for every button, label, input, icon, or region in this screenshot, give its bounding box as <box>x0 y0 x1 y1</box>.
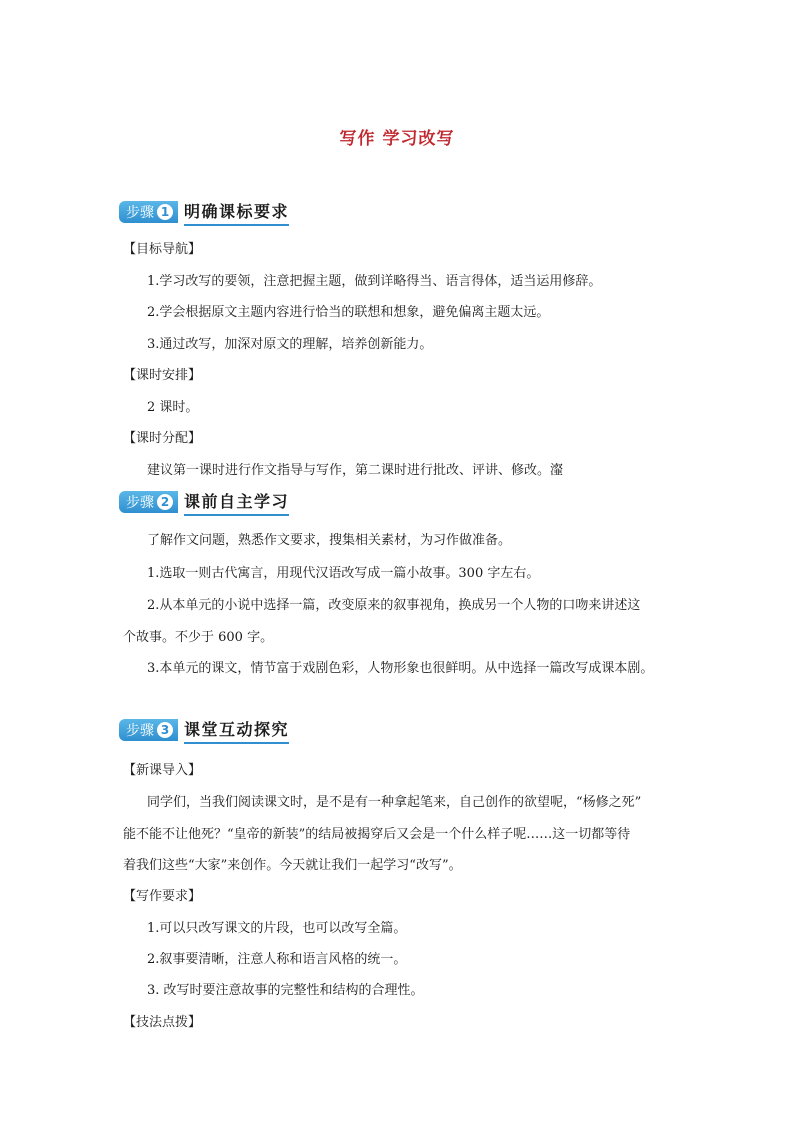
step-2-banner <box>119 489 289 515</box>
list-item-continued: 个故事。不少于 600 字。 <box>123 630 274 645</box>
list-item: 1.可以只改写课文的片段，也可以改写全篇。 <box>147 921 407 936</box>
step-badge <box>119 491 178 513</box>
section-heading: 【课时分配】 <box>123 431 202 446</box>
list-item: 3.通过改写，加深对原文的理解，培养创新能力。 <box>147 337 433 352</box>
section-heading: 【目标导航】 <box>123 242 202 257</box>
section-heading: 【写作要求】 <box>123 889 202 904</box>
step-title: 课前自主学习 <box>184 489 289 516</box>
step-label: 步骤 <box>126 723 154 739</box>
paragraph-continued: 能不能不让他死？“皇帝的新装”的结局被揭穿后又会是一个什么样子呢……这一切都等待 <box>123 827 631 842</box>
section-heading: 【新课导入】 <box>123 763 202 778</box>
list-item: 2.学会根据原文主题内容进行恰当的联想和想象，避免偏离主题太远。 <box>147 305 550 320</box>
paragraph: 了解作文问题，熟悉作文要求，搜集相关素材，为习作做准备。 <box>147 533 512 548</box>
page-title: 写作 学习改写 <box>339 129 455 149</box>
paragraph: 2 课时。 <box>147 400 199 415</box>
step-number: 1 <box>157 204 173 220</box>
list-item: 2.从本单元的小说中选择一篇，改变原来的叙事视角，换成另一个人物的口吻来讲述这 <box>147 598 641 613</box>
step-badge <box>119 719 178 741</box>
list-item: 3. 改写时要注意故事的完整性和结构的合理性。 <box>147 983 424 998</box>
paragraph: 建议第一课时进行作文指导与写作，第二课时进行批改、评讲、修改。瀣 <box>147 463 564 478</box>
paragraph: 同学们，当我们阅读课文时，是不是有一种拿起笔来，自己创作的欲望呢，“杨修之死” <box>147 795 642 810</box>
section-heading: 【课时安排】 <box>123 368 202 383</box>
step-label: 步骤 <box>126 495 154 511</box>
list-item: 1.选取一则古代寓言，用现代汉语改写成一篇小故事。300 字左右。 <box>147 566 540 581</box>
step-1-banner <box>119 199 289 225</box>
step-number: 2 <box>157 494 173 510</box>
step-title: 课堂互动探究 <box>184 717 289 744</box>
step-badge <box>119 201 178 223</box>
list-item: 2.叙事要清晰，注意人称和语言风格的统一。 <box>147 952 407 967</box>
list-item: 3.本单元的课文，情节富于戏剧色彩，人物形象也很鲜明。从中选择一篇改写成课本剧。 <box>147 661 654 676</box>
section-heading: 【技法点拨】 <box>123 1015 202 1030</box>
list-item: 1.学习改写的要领，注意把握主题，做到详略得当、语言得体，适当运用修辞。 <box>147 274 602 289</box>
step-label: 步骤 <box>126 205 154 221</box>
paragraph-continued: 着我们这些“大家”来创作。今天就让我们一起学习“改写”。 <box>123 858 462 873</box>
step-title: 明确课标要求 <box>184 199 289 226</box>
step-3-banner <box>119 717 289 743</box>
step-number: 3 <box>157 722 173 738</box>
